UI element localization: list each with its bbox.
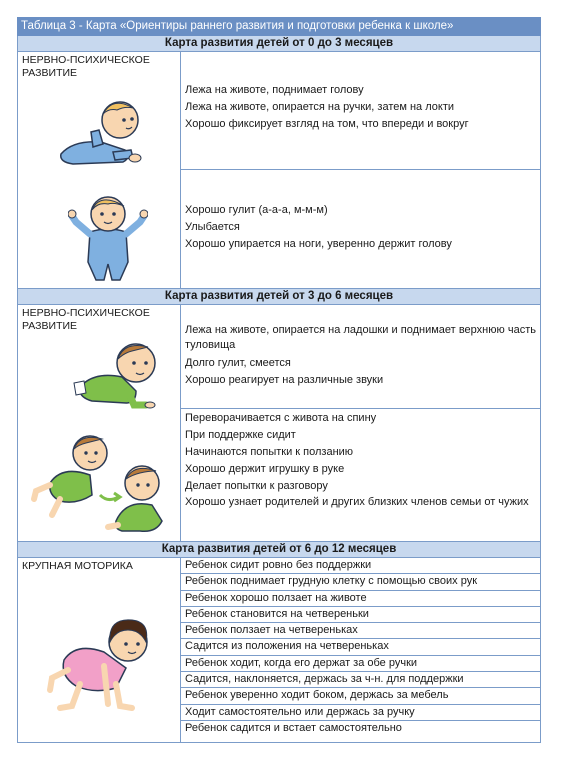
skill-item: При поддержке сидит (185, 429, 296, 441)
skill-item: Лежа на животе, поднимает голову (185, 84, 364, 96)
section-6-12 (17, 558, 541, 743)
row-3-6-first (181, 305, 540, 408)
skill-item: Долго гулит, смеется (185, 357, 291, 369)
skill-item: Начинаются попытки к ползанию (185, 446, 354, 458)
skills-list (181, 558, 540, 736)
skill-item: Садится из положения на четвереньках (181, 639, 540, 655)
section-header-3-6: Карта развития детей от 3 до 6 месяцев (17, 289, 541, 305)
category-cell (18, 305, 181, 541)
row-3-6-second (181, 408, 540, 541)
skills-list (185, 82, 536, 133)
development-table (17, 17, 541, 743)
skills-list (185, 410, 536, 510)
skills-list (185, 202, 536, 253)
skill-item: Ребенок сидит ровно без поддержки (181, 558, 540, 574)
skill-item: Садится, наклоняется, держась за ч-н. для поддержки (181, 672, 540, 688)
category-label: КРУПНАЯ МОТОРИКА (22, 560, 133, 572)
skill-item: Лежа на животе, опирается на ладошки и поднимает верхнюю часть туловища (185, 324, 536, 351)
skill-item: Хорошо гулит (а-а-а, м-м-м) (185, 204, 328, 216)
skill-item: Хорошо держит игрушку в руке (185, 463, 345, 475)
skill-item: Ребенок садится и встает самостоятельно (185, 721, 402, 734)
skill-item: Хорошо фиксирует взгляд на том, что впереди и вокруг (185, 118, 469, 130)
skill-item: Ходит самостоятельно или держась за ручку (181, 705, 540, 721)
skill-item: Переворачивается с живота на спину (185, 412, 377, 424)
category-label: НЕРВНО-ПСИХИЧЕСКОЕ РАЗВИТИЕ (22, 54, 150, 79)
category-cell (18, 52, 181, 288)
skills-list (185, 323, 536, 389)
skill-item: Ребенок поднимает грудную клетку с помощью своих рук (181, 574, 540, 590)
skill-item: Хорошо узнает родителей и других близких членов семьи от чужих (185, 496, 529, 508)
skill-item: Лежа на животе, опирается на ручки, затем на локти (185, 101, 455, 113)
baby-crawling-illustration (46, 608, 164, 716)
category-cell (18, 558, 181, 742)
skill-item: Ребенок ползает на четвереньках (181, 623, 540, 639)
row-0-3-first (181, 52, 540, 169)
category-label: НЕРВНО-ПСИХИЧЕСКОЕ РАЗВИТИЕ (22, 307, 150, 332)
skill-item: Ребенок ходит, когда его держат за обе ручки (181, 656, 540, 672)
section-0-3 (17, 52, 541, 289)
skill-item: Ребенок становится на четвереньки (181, 607, 540, 623)
table-title: Таблица 3 - Карта «Ориентиры раннего развития и подготовки ребенка к школе» (17, 17, 541, 36)
skill-item: Улыбается (185, 221, 240, 233)
section-header-6-12: Карта развития детей от 6 до 12 месяцев (17, 542, 541, 558)
skill-item: Хорошо упирается на ноги, уверенно держит голову (185, 238, 452, 250)
skill-item: Делает попытки к разговору (185, 480, 328, 492)
baby-rolling-illustration (30, 425, 178, 537)
baby-tummy-illustration (70, 335, 170, 410)
skill-item: Хорошо реагирует на различные звуки (185, 374, 384, 386)
skill-item: Ребенок уверенно ходит боком, держась за мебель (181, 688, 540, 704)
row-0-3-second (181, 169, 540, 288)
section-3-6 (17, 305, 541, 542)
section-header-0-3: Карта развития детей от 0 до 3 месяцев (17, 36, 541, 52)
baby-lying-illustration (53, 92, 153, 167)
skill-item: Ребенок хорошо ползает на животе (181, 591, 540, 607)
row-6-12 (181, 558, 540, 742)
baby-standing-illustration (68, 192, 148, 284)
